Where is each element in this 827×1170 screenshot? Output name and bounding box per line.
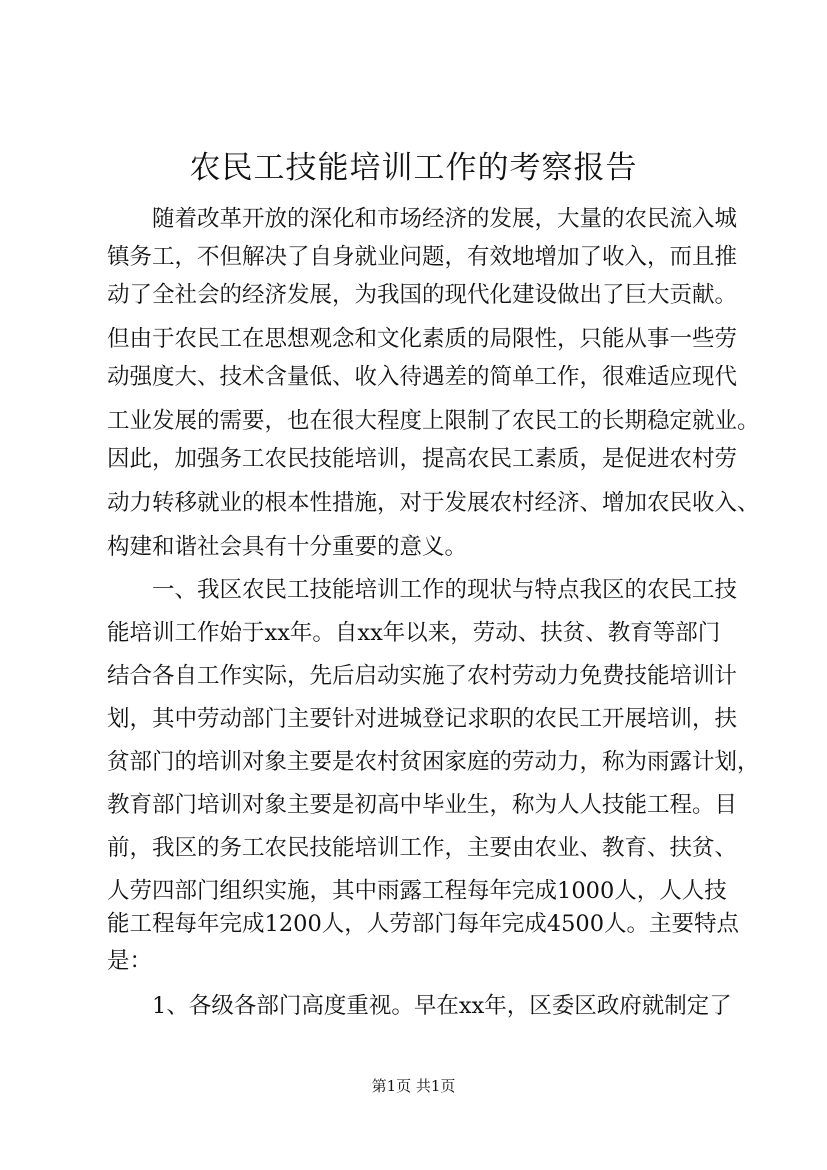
body-line: 动力转移就业的根本性措施，对于发展农村经济、增加农民收入、 <box>107 490 760 516</box>
body-line: 能工程每年完成1200人，人劳部门每年完成4500人。主要特点 <box>107 911 740 937</box>
body-line: 动了全社会的经济发展，为我国的现代化建设做出了巨大贡献。 <box>107 282 738 308</box>
body-line: 镇务工，不但解决了自身就业问题，有效地增加了收入，而且推 <box>107 244 738 270</box>
body-line: 一、我区农民工技能培训工作的现状与特点我区的农民工技 <box>152 577 738 603</box>
body-line: 结合各自工作实际，先后启动实施了农村劳动力免费技能培训计 <box>107 663 738 689</box>
body-line: 动强度大、技术含量低、收入待遇差的简单工作，很难适应现代 <box>107 364 738 390</box>
body-line: 能培训工作始于xx年。自xx年以来，劳动、扶贫、教育等部门 <box>107 620 721 646</box>
body-line: 工业发展的需要，也在很大程度上限制了农民工的长期稳定就业。 <box>107 408 760 434</box>
page-number: 第1页 共1页 <box>371 1077 456 1095</box>
body-line: 因此，加强务工农民技能培训，提高农民工素质，是促进农村劳 <box>107 446 738 472</box>
body-line: 人劳四部门组织实施，其中雨露工程每年完成1000人，人人技 <box>107 878 727 904</box>
body-line: 随着改革开放的深化和市场经济的发展，大量的农民流入城 <box>152 206 738 232</box>
body-line: 前，我区的务工农民技能培训工作，主要由农业、教育、扶贫、 <box>107 835 738 861</box>
document-title: 农民工技能培训工作的考察报告 <box>189 150 638 186</box>
body-line: 构建和谐社会具有十分重要的意义。 <box>107 534 468 560</box>
body-line: 1、各级各部门高度重视。早在xx年，区委区政府就制定了 <box>152 993 732 1019</box>
body-line: 教育部门培训对象主要是初高中毕业生，称为人人技能工程。目 <box>107 792 738 818</box>
body-line: 贫部门的培训对象主要是农村贫困家庭的劳动力，称为雨露计划， <box>107 749 760 775</box>
body-line: 划，其中劳动部门主要针对进城登记求职的农民工开展培训，扶 <box>107 706 738 732</box>
body-line: 但由于农民工在思想观念和文化素质的局限性，只能从事一些劳 <box>107 326 738 352</box>
body-line: 是： <box>107 948 153 974</box>
